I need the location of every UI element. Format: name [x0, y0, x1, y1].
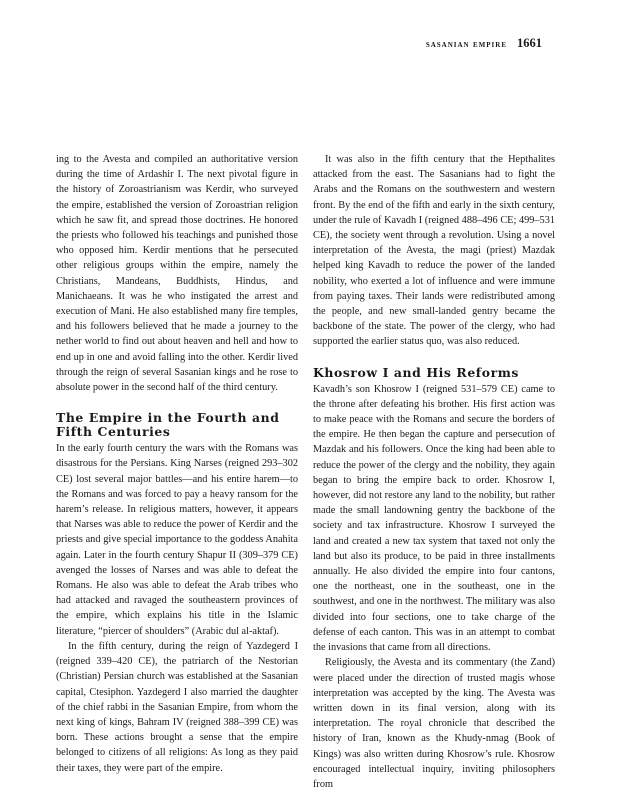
paragraph-yazdegerd: In the fifth century, during the reign of Yazdegerd I (reigned 339–420 CE), the patriarch of the Nestorian (Christian) Persian church was established at the Sasanian capital, Ctesiphon. Yazdegerd I also married the daughter of the chief rabbi in the Sasanian Empire, from whom the next king of kings, Bahram IV (reigned 388–399 CE) was born. These actions brought a sense that the empire belonged to citizens of all religions: As long as they paid their taxes, they were part of the empire.: [56, 640, 298, 774]
paragraph-narses-shapur: In the early fourth century the wars with the Romans was disastrous for the Persians. King Narses (reigned 293–302 CE) lost several major battles—and his entire harem—to the Romans and was forced to pay a heavy ransom for the harem’s release. In religious matters, however, it appears that Narses was able to reduce the power of Kerdir and the priests and give special importance to the goddess Anahita again. Later in the fourth century Shapur II (309–379 CE) avenged the losses of Narses and was able to defeat the Romans. He also was able to defeat the Arab tribes who had attacked and ravaged the southeastern provinces of the empire, which explains his title in the Islamic literature, “piercer of shoulders” (Arabic dul al-aktaf).: [56, 443, 298, 637]
paragraph-khosrow-reforms: Kavadh’s son Khosrow I (reigned 531–579 CE) came to the throne after defeating his brother. His first action was to make peace with the Romans and secure the borders of the empire. He then began the capture and persecution of Mazdak and his followers. Once the king had been able to reduce the power of the clergy and the nobility, they again began to bring the empire back to order. Khosrow I, however, did not restore any land to the nobility, but rather made the small landowning gentry the backbone of the society and tax infrastructure. Khosrow I surveyed the land and created a new tax system that taxed not only the land but also its produce, to be paid in three installments annually. He also divided the empire into four cantons, one the northeast, one in the southeast, one in the southwest, and one in the northwest. The military was also divided into four sections, one to take charge of the defense of each canton. This was in an attempt to combat the invasions that came from all directions.: [313, 383, 555, 654]
paragraph-kerdir: ing to the Avesta and compiled an authoritative version during the time of Ardashir I. The next pivotal figure in the history of Zoroastrianism was Kerdir, who surveyed the empire, established the version of Zoroastrian religion which he saw fit, and spread those doctrines. He honored the priests who followed his teachings and punished those who opposed him. Kerdir mentions that he persecuted other religious groups within the empire, namely the Christians, Mandeans, Buddhists, Hindus, and Manichaeans. It was he who instigated the arrest and execution of Mani. He also established many fire temples, and his followers believed that he made a journey to the nether world to find out about heaven and hell and how to end up in one and avoid falling into the other. Kerdir lived through the reign of several Sasanian kings and he rose to absolute power in the second half of the third century.: [56, 154, 298, 394]
paragraph-hepthalites-mazdak: It was also in the fifth century that the Hepthalites attacked from the east. The Sasanians had to fight the Arabs and the Romans on the southwestern and western front. By the end of the fifth and early in the sixth century, under the rule of Kavadh I (reigned 488–496 CE; 499–531 CE), the society went through a revolution. Using a novel interpretation of the Avesta, the magi (priest) Mazdak helped king Kavadh to reduce the power of the landed nobility, who exerted a lot of influence and were immune from paying taxes. Their lands were redistributed among the people, and new small-landed gentry became the backbone of the state. The power of the clergy, who had supported the earlier status quo, was also reduced.: [313, 154, 555, 348]
left-column: [56, 152, 298, 776]
running-title: sasanian empire: [425, 40, 507, 50]
running-head: [426, 36, 542, 51]
section-heading-khosrow-reforms: Khosrow I and His Reforms: [313, 364, 520, 380]
paragraph-avesta-zand: Religiously, the Avesta and its commentary (the Zand) were placed under the direction of trusted magis whose interpretation was accepted by the king. The Avesta was written down in its final version, along with its interpretation. The royal chronicle that described the history of Iran, known as the Khudy-nmag (Book of Kings) was also written during Khosrow’s rule. Khosrow encouraged intellectual inquiry, inviting philosophers from: [313, 657, 555, 790]
section-heading-fourth-fifth-centuries: The Empire in the Fourth and Fifth Centuries: [56, 410, 280, 440]
page-number: 1661: [517, 36, 542, 50]
right-column: [313, 152, 555, 792]
